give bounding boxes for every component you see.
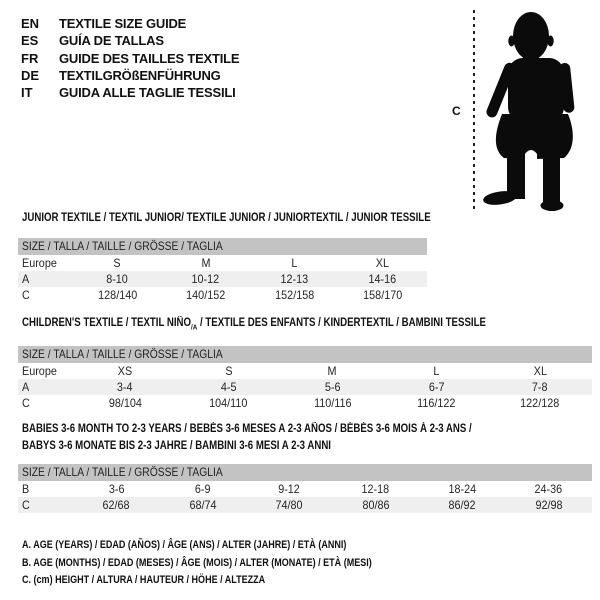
value-cell: 68/74	[160, 497, 247, 513]
value-cell: 98/104	[108, 396, 142, 410]
value-cell: S	[225, 364, 233, 378]
row-label-cell: A	[18, 271, 73, 287]
nino-a-subscript: /A	[191, 322, 198, 332]
value-cell: 24-36	[534, 482, 563, 496]
row-label-cell: C	[22, 288, 30, 302]
value-cell: L	[291, 256, 298, 270]
row-label-cell: C	[22, 396, 30, 410]
value-cell: 6-7	[384, 379, 488, 395]
children-heading-text: CHILDREN'S TEXTILE / TEXTIL $NIÑO_{/A}$ / TEXTILE DES ENFANTS / KINDERTEXTIL / BAMBINI TESSILE	[22, 317, 486, 332]
value-cell: 116/122	[417, 396, 456, 410]
table-row-height	[18, 497, 592, 513]
language-row-en	[21, 15, 239, 32]
value-cell: 12-18	[361, 482, 390, 496]
value-cell: 3-4	[73, 379, 177, 395]
value-cell: M	[327, 364, 337, 378]
language-legend	[21, 15, 239, 101]
value-cell: 86/92	[419, 497, 506, 513]
junior-size-table	[18, 238, 427, 303]
language-label: TEXTILGRÖßENFÜHRUNG	[59, 67, 221, 83]
language-code: FR	[21, 50, 39, 66]
language-code: EN	[21, 16, 40, 31]
language-label: GUIDE DES TAILLES TEXTILE	[59, 50, 240, 66]
value-cell: 4-5	[177, 379, 281, 395]
footnotes	[22, 537, 449, 590]
value-cell: S	[113, 256, 121, 270]
value-cell: 3-6	[108, 482, 125, 496]
language-label: GUÍA DE TALLAS	[59, 33, 164, 49]
row-label-cell: A	[18, 379, 73, 395]
value-cell: XL	[533, 364, 547, 378]
size-header-text: SIZE / TALLA / TAILLE / GRÖSSE / TAGLIA	[22, 347, 223, 361]
children-section-heading	[22, 317, 574, 331]
children-size-header-bar	[18, 346, 592, 363]
size-header-text: SIZE / TALLA / TAILLE / GRÖSSE / TAGLIA	[22, 465, 223, 479]
language-code: IT	[21, 85, 33, 101]
value-cell: 62/68	[73, 497, 160, 513]
table-row-height	[18, 287, 427, 303]
value-cell: 9-12	[278, 482, 301, 496]
language-label: GUIDA ALLE TAGLIE TESSILI	[59, 85, 236, 101]
language-code: DE	[21, 67, 40, 83]
babies-size-header-bar	[18, 464, 592, 481]
table-row-height	[18, 395, 592, 411]
row-label-cell: Europe	[22, 256, 57, 270]
babies-size-table	[18, 464, 592, 513]
row-label-cell: C	[18, 497, 73, 513]
value-cell: 8-10	[73, 271, 162, 287]
footnote-b: B. AGE (MONTHS) / EDAD (MESES) / ÂGE (MOIS) / ALTER (MONATE) / ETÀ (MESI)	[22, 556, 372, 569]
height-dashed-line	[473, 10, 475, 212]
junior-size-header-bar	[18, 238, 427, 255]
babies-section-heading	[22, 421, 557, 455]
value-cell: 128/140	[97, 288, 137, 302]
value-cell: 92/98	[506, 497, 593, 513]
language-row-it	[21, 84, 239, 101]
table-row-age	[18, 379, 592, 395]
language-row-de	[21, 67, 239, 84]
footnote-c: C. (cm) HEIGHT / ALTURA / HAUTEUR / HÖHE / ALTEZZA	[22, 574, 266, 587]
value-cell: 110/116	[313, 396, 352, 410]
value-cell: XL	[376, 256, 390, 270]
value-cell: 158/170	[363, 288, 403, 302]
footnote-a: A. AGE (YEARS) / EDAD (AÑOS) / ÂGE (ANS) / ALTER (JAHRE) / ETÀ (ANNI)	[22, 539, 347, 551]
language-label: TEXTILE SIZE GUIDE	[59, 16, 187, 31]
value-cell: 140/152	[186, 288, 226, 302]
row-label-cell: B	[22, 482, 30, 496]
value-cell: 10-12	[162, 271, 251, 287]
language-row-es	[21, 32, 239, 49]
value-cell: M	[201, 256, 211, 270]
value-cell: 6-9	[194, 482, 211, 496]
language-code: ES	[21, 33, 39, 49]
value-cell: 152/158	[274, 288, 314, 302]
toddler-silhouette-icon	[480, 8, 592, 212]
value-cell: 14-16	[339, 271, 428, 287]
value-cell: 5-6	[281, 379, 385, 395]
babies-heading-line2: BABYS 3-6 MONATE BIS 2-3 JAHRE / BAMBINI 3-6 MESI A 2-3 ANNI	[22, 440, 331, 452]
babies-heading-line1: BABIES 3-6 MONTH TO 2-3 YEARS / BEBÉS 3-6 MESES A 2-3 AÑOS / BÉBÉS 3-6 MOIS À 2-3 ANS /	[22, 423, 472, 435]
table-row-months	[18, 481, 592, 497]
value-cell: 80/86	[333, 497, 420, 513]
value-cell: 122/128	[520, 396, 560, 410]
row-label-cell: Europe	[22, 364, 57, 378]
value-cell: 18-24	[448, 482, 477, 496]
value-cell: 7-8	[488, 379, 592, 395]
table-row-europe	[18, 255, 427, 271]
value-cell: 104/110	[209, 396, 248, 410]
junior-heading-text: JUNIOR TEXTILE / TEXTIL JUNIOR/ TEXTILE JUNIOR / JUNIORTEXTIL / JUNIOR TESSILE	[22, 212, 431, 224]
language-row-fr	[21, 50, 239, 67]
junior-section-heading	[22, 212, 508, 224]
table-row-age	[18, 271, 427, 287]
size-header-text: SIZE / TALLA / TAILLE / GRÖSSE / TAGLIA	[22, 239, 223, 253]
value-cell: XS	[117, 364, 133, 378]
height-measure-label: C	[452, 104, 461, 118]
children-size-table	[18, 346, 592, 411]
value-cell: 12-13	[250, 271, 339, 287]
table-row-europe	[18, 363, 592, 379]
value-cell: L	[433, 364, 440, 378]
value-cell: 74/80	[246, 497, 333, 513]
